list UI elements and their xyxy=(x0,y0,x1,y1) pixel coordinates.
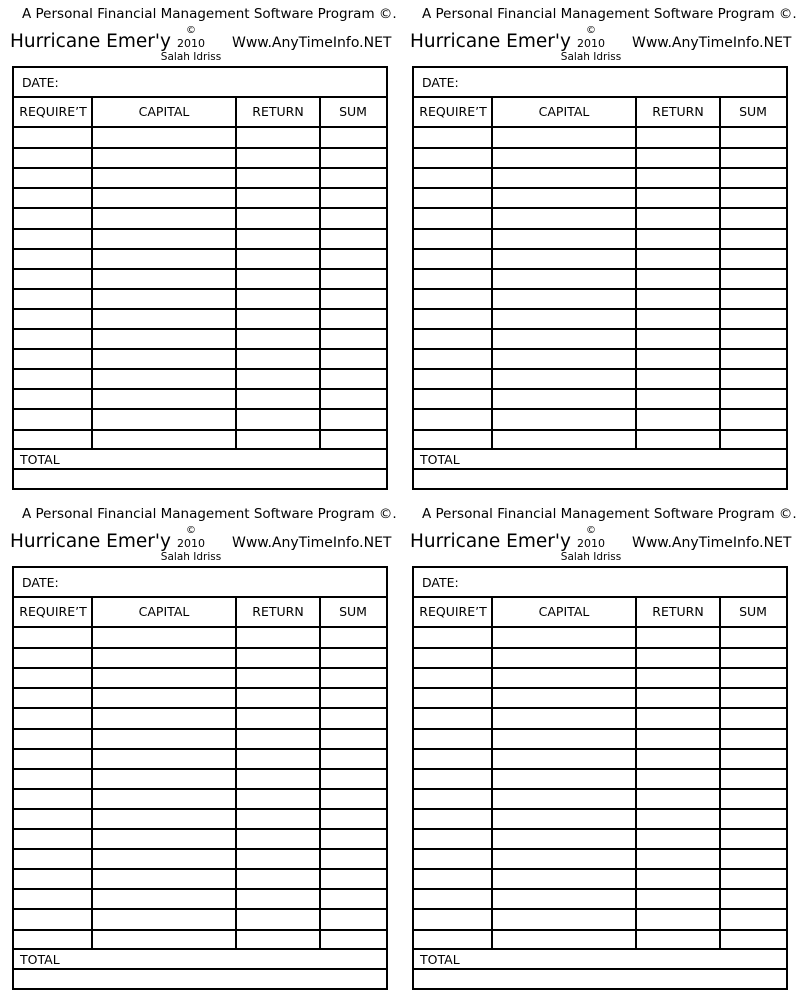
ledger-entry-row[interactable] xyxy=(14,389,386,409)
row-divider xyxy=(414,908,786,910)
row-divider xyxy=(14,228,386,230)
total-value-row[interactable] xyxy=(14,970,386,988)
row-divider xyxy=(14,368,386,370)
ledger-entry-row[interactable] xyxy=(414,789,786,809)
ledger-entry-row[interactable] xyxy=(414,869,786,889)
total-value-row[interactable] xyxy=(414,470,786,488)
row-divider xyxy=(14,908,386,910)
row-divider xyxy=(14,167,386,169)
date-label: DATE: xyxy=(422,575,459,590)
ledger-entry-row[interactable] xyxy=(14,369,386,389)
ledger-entry-row[interactable] xyxy=(414,249,786,269)
row-divider xyxy=(14,647,386,649)
ledger-entry-row[interactable] xyxy=(14,769,386,789)
total-row[interactable] xyxy=(14,948,386,970)
ledger-entry-row[interactable] xyxy=(414,889,786,909)
ledger-entry-row[interactable] xyxy=(14,229,386,249)
website-link[interactable]: Www.AnyTimeInfo.NET xyxy=(632,35,792,51)
ledger-entry-row[interactable] xyxy=(14,909,386,929)
total-label: TOTAL xyxy=(420,952,460,967)
total-row[interactable] xyxy=(14,448,386,470)
row-divider xyxy=(414,788,786,790)
ledger-entry-row[interactable] xyxy=(14,430,386,450)
row-divider xyxy=(14,268,386,270)
return-column-header: RETURN xyxy=(236,98,320,128)
ledger-entry-row[interactable] xyxy=(14,168,386,188)
total-label: TOTAL xyxy=(20,452,60,467)
ledger-entry-row[interactable] xyxy=(414,749,786,769)
ledger-entry-row[interactable] xyxy=(414,648,786,668)
date-label: DATE: xyxy=(422,75,459,90)
row-divider xyxy=(414,808,786,810)
ledger-table xyxy=(12,566,388,990)
row-divider xyxy=(14,687,386,689)
row-divider xyxy=(14,207,386,209)
website-link[interactable]: Www.AnyTimeInfo.NET xyxy=(232,35,392,51)
row-divider xyxy=(14,348,386,350)
row-divider xyxy=(414,308,786,310)
sum-column-header: SUM xyxy=(320,598,386,628)
tagline: A Personal Financial Management Software Program ©. xyxy=(22,6,397,22)
capital-column-header: CAPITAL xyxy=(492,598,636,628)
row-divider xyxy=(414,147,786,149)
row-divider xyxy=(14,667,386,669)
copyright-year: 2010 xyxy=(577,37,605,50)
row-divider xyxy=(14,868,386,870)
row-divider xyxy=(414,207,786,209)
row-divider xyxy=(14,147,386,149)
finance-form-sheet xyxy=(0,0,400,500)
row-divider xyxy=(14,308,386,310)
capital-column-header: CAPITAL xyxy=(92,598,236,628)
sum-column-header: SUM xyxy=(320,98,386,128)
author-name: Salah Idriss xyxy=(160,51,222,63)
ledger-entry-row[interactable] xyxy=(14,628,386,648)
ledger-entry-row[interactable] xyxy=(14,789,386,809)
author-name: Salah Idriss xyxy=(560,551,622,563)
row-divider xyxy=(414,167,786,169)
ledger-entry-row[interactable] xyxy=(14,869,386,889)
ledger-entry-row[interactable] xyxy=(14,829,386,849)
ledger-entry-row[interactable] xyxy=(414,829,786,849)
ledger-entry-row[interactable] xyxy=(14,188,386,208)
app-name: Hurricane Emer'y xyxy=(410,531,571,552)
requirement-column-header: REQUIRE’T xyxy=(14,98,92,128)
row-divider xyxy=(414,288,786,290)
ledger-entry-row[interactable] xyxy=(414,930,786,950)
row-divider xyxy=(14,388,386,390)
tagline: A Personal Financial Management Software Program ©. xyxy=(422,6,797,22)
ledger-entry-row[interactable] xyxy=(14,688,386,708)
date-field[interactable] xyxy=(414,568,786,598)
copyright-year: 2010 xyxy=(177,37,205,50)
website-link[interactable]: Www.AnyTimeInfo.NET xyxy=(232,535,392,551)
row-divider xyxy=(414,187,786,189)
row-divider xyxy=(14,748,386,750)
ledger-entry-row[interactable] xyxy=(14,128,386,148)
return-column-header: RETURN xyxy=(636,98,720,128)
ledger-entry-row[interactable] xyxy=(414,208,786,228)
finance-form-sheet xyxy=(0,500,400,1000)
ledger-entry-row[interactable] xyxy=(14,309,386,329)
ledger-table xyxy=(412,566,788,990)
ledger-entry-row[interactable] xyxy=(414,309,786,329)
ledger-entry-row[interactable] xyxy=(14,729,386,749)
ledger-entry-row[interactable] xyxy=(414,289,786,309)
ledger-entry-row[interactable] xyxy=(414,148,786,168)
ledger-entry-row[interactable] xyxy=(14,930,386,950)
copyright-icon: © xyxy=(186,525,196,536)
row-divider xyxy=(414,707,786,709)
row-divider xyxy=(414,647,786,649)
ledger-entry-row[interactable] xyxy=(414,229,786,249)
row-divider xyxy=(14,429,386,431)
ledger-entry-row[interactable] xyxy=(414,168,786,188)
ledger-entry-row[interactable] xyxy=(414,409,786,429)
row-divider xyxy=(414,429,786,431)
copyright-year: 2010 xyxy=(577,537,605,550)
sum-column-header: SUM xyxy=(720,98,786,128)
row-divider xyxy=(14,728,386,730)
row-divider xyxy=(14,288,386,290)
ledger-entry-row[interactable] xyxy=(414,688,786,708)
app-name: Hurricane Emer'y xyxy=(10,531,171,552)
ledger-table xyxy=(412,66,788,490)
ledger-entry-row[interactable] xyxy=(14,889,386,909)
ledger-entry-row[interactable] xyxy=(414,269,786,289)
row-divider xyxy=(14,808,386,810)
row-divider xyxy=(414,768,786,770)
ledger-entry-row[interactable] xyxy=(14,329,386,349)
ledger-entry-row[interactable] xyxy=(14,409,386,429)
ledger-entry-row[interactable] xyxy=(14,249,386,269)
copyright-icon: © xyxy=(586,25,596,36)
row-divider xyxy=(414,748,786,750)
requirement-column-header: REQUIRE’T xyxy=(414,98,492,128)
row-divider xyxy=(414,408,786,410)
ledger-entry-row[interactable] xyxy=(14,849,386,869)
date-label: DATE: xyxy=(22,75,59,90)
row-divider xyxy=(14,707,386,709)
date-label: DATE: xyxy=(22,575,59,590)
ledger-entry-row[interactable] xyxy=(414,329,786,349)
total-label: TOTAL xyxy=(420,452,460,467)
row-divider xyxy=(14,328,386,330)
date-field[interactable] xyxy=(414,68,786,98)
row-divider xyxy=(14,788,386,790)
ledger-entry-row[interactable] xyxy=(414,668,786,688)
ledger-entry-row[interactable] xyxy=(14,208,386,228)
date-field[interactable] xyxy=(14,68,386,98)
copyright-icon: © xyxy=(586,525,596,536)
row-divider xyxy=(414,368,786,370)
author-name: Salah Idriss xyxy=(160,551,222,563)
total-row[interactable] xyxy=(414,448,786,470)
ledger-entry-row[interactable] xyxy=(414,909,786,929)
ledger-entry-row[interactable] xyxy=(414,188,786,208)
copyright-year: 2010 xyxy=(177,537,205,550)
ledger-entry-row[interactable] xyxy=(14,809,386,829)
total-value-row[interactable] xyxy=(414,970,786,988)
row-divider xyxy=(414,687,786,689)
row-divider xyxy=(414,228,786,230)
row-divider xyxy=(414,667,786,669)
ledger-entry-row[interactable] xyxy=(14,148,386,168)
row-divider xyxy=(414,348,786,350)
row-divider xyxy=(14,187,386,189)
requirement-column-header: REQUIRE’T xyxy=(414,598,492,628)
capital-column-header: CAPITAL xyxy=(92,98,236,128)
row-divider xyxy=(14,408,386,410)
app-name: Hurricane Emer'y xyxy=(10,31,171,52)
ledger-entry-row[interactable] xyxy=(414,628,786,648)
row-divider xyxy=(14,828,386,830)
row-divider xyxy=(414,929,786,931)
finance-form-sheet xyxy=(400,0,800,500)
ledger-entry-row[interactable] xyxy=(414,389,786,409)
sum-column-header: SUM xyxy=(720,598,786,628)
ledger-entry-row[interactable] xyxy=(414,809,786,829)
ledger-entry-row[interactable] xyxy=(414,349,786,369)
row-divider xyxy=(14,848,386,850)
row-divider xyxy=(14,248,386,250)
date-field[interactable] xyxy=(14,568,386,598)
row-divider xyxy=(14,929,386,931)
total-label: TOTAL xyxy=(20,952,60,967)
row-divider xyxy=(14,768,386,770)
finance-form-sheet xyxy=(400,500,800,1000)
ledger-entry-row[interactable] xyxy=(414,769,786,789)
tagline: A Personal Financial Management Software Program ©. xyxy=(22,506,397,522)
ledger-entry-row[interactable] xyxy=(414,430,786,450)
return-column-header: RETURN xyxy=(236,598,320,628)
ledger-entry-row[interactable] xyxy=(14,648,386,668)
row-divider xyxy=(414,848,786,850)
row-divider xyxy=(414,248,786,250)
total-row[interactable] xyxy=(414,948,786,970)
requirement-column-header: REQUIRE’T xyxy=(14,598,92,628)
ledger-entry-row[interactable] xyxy=(14,289,386,309)
row-divider xyxy=(414,828,786,830)
ledger-entry-row[interactable] xyxy=(414,729,786,749)
row-divider xyxy=(414,328,786,330)
ledger-entry-row[interactable] xyxy=(14,708,386,728)
tagline: A Personal Financial Management Software Program ©. xyxy=(422,506,797,522)
ledger-table xyxy=(12,66,388,490)
ledger-entry-row[interactable] xyxy=(14,269,386,289)
app-name: Hurricane Emer'y xyxy=(410,31,571,52)
copyright-icon: © xyxy=(186,25,196,36)
author-name: Salah Idriss xyxy=(560,51,622,63)
ledger-entry-row[interactable] xyxy=(414,849,786,869)
row-divider xyxy=(414,268,786,270)
row-divider xyxy=(14,888,386,890)
ledger-entry-row[interactable] xyxy=(14,668,386,688)
return-column-header: RETURN xyxy=(636,598,720,628)
row-divider xyxy=(414,888,786,890)
ledger-entry-row[interactable] xyxy=(414,708,786,728)
ledger-entry-row[interactable] xyxy=(14,749,386,769)
capital-column-header: CAPITAL xyxy=(492,98,636,128)
row-divider xyxy=(414,388,786,390)
ledger-entry-row[interactable] xyxy=(414,369,786,389)
total-value-row[interactable] xyxy=(14,470,386,488)
ledger-entry-row[interactable] xyxy=(414,128,786,148)
row-divider xyxy=(414,728,786,730)
ledger-entry-row[interactable] xyxy=(14,349,386,369)
website-link[interactable]: Www.AnyTimeInfo.NET xyxy=(632,535,792,551)
row-divider xyxy=(414,868,786,870)
